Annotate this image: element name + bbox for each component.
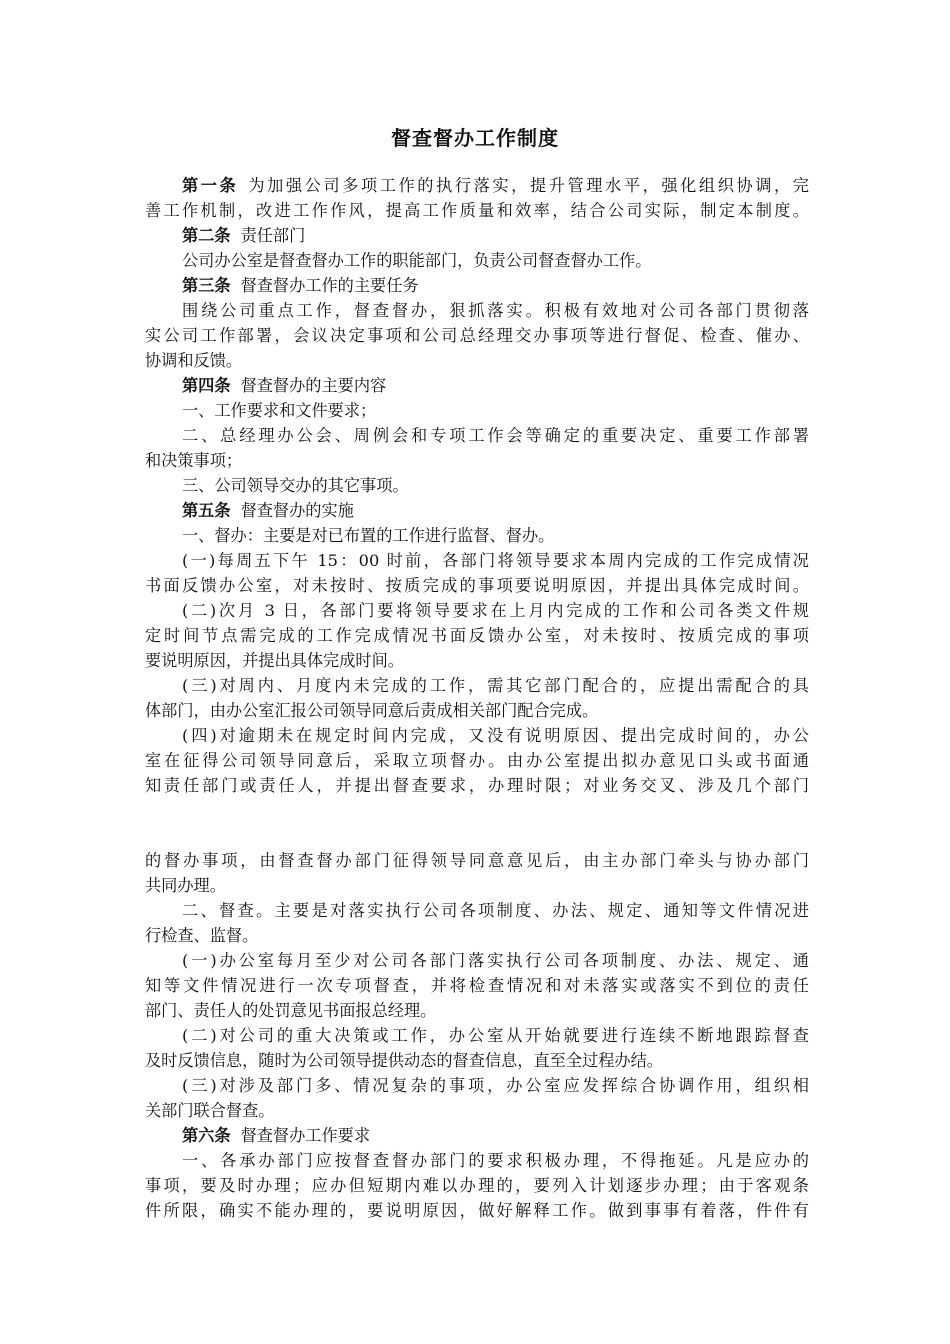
text-line: 和决策事项； (145, 451, 243, 470)
text-line: 事项，要及时办理；应办但短期内难以办理的，要列入计划逐步办理；由于客观条 (145, 1176, 809, 1195)
article-heading: 第一条 (182, 176, 239, 195)
text-line: 知等文件情况进行一次专项督查，并将检查情况和对未落实或落实不到位的责任 (145, 976, 809, 995)
text-line: 善工作机制，改进工作作风，提高工作质量和效率，结合公司实际，制定本制度。 (145, 201, 809, 220)
text-line: 二、督查。主要是对落实执行公司各项制度、办法、规定、通知等文件情况进 (182, 901, 809, 920)
article-heading: 第四条 (182, 376, 231, 395)
line-text: 督查督办工作要求 (240, 1126, 371, 1145)
text-line: (一)每周五下午 15：00 时前，各部门将领导要求本周内完成的工作完成情况 (182, 551, 809, 570)
text-line: 一、各承办部门应按督查督办部门的要求积极办理，不得拖延。凡是应办的 (182, 1151, 809, 1170)
text-line: 围绕公司重点工作，督查督办，狠抓落实。积极有效地对公司各部门贯彻落 (182, 301, 809, 320)
text-line: 共同办理。 (145, 876, 226, 895)
line-text: 为加强公司多项工作的执行落实，提升管理水平，强化组织协调，完 (248, 176, 809, 195)
text-line: 三、公司领导交办的其它事项。 (182, 476, 409, 495)
text-line (182, 224, 809, 248)
text-line: 一、督办：主要是对已布置的工作进行监督、督办。 (182, 526, 555, 545)
text-line: 协调和反馈。 (145, 351, 243, 370)
text-line: 知责任部门或责任人，并提出督查要求，办理时限；对业务交叉、涉及几个部门 (145, 776, 809, 795)
text-line (182, 1124, 809, 1148)
text-line: 二、总经理办公会、周例会和专项工作会等确定的重要决定、重要工作部署 (182, 426, 809, 445)
text-line: (四)对逾期未在规定时间内完成，又没有说明原因、提出完成时间的，办公 (182, 726, 809, 745)
line-text: 责任部门 (240, 226, 306, 245)
line-text: 督查督办工作的主要任务 (240, 276, 419, 295)
text-line: (二)次月 3 日，各部门要将领导要求在上月内完成的工作和公司各类文件规 (182, 601, 809, 620)
text-line: 的督办事项，由督查督办部门征得领导同意意见后，由主办部门牵头与协办部门 (145, 851, 809, 870)
text-line (182, 374, 809, 398)
text-line: 件所限，确实不能办理的，要说明原因，做好解释工作。做到事事有着落，件件有 (145, 1201, 809, 1220)
article-heading: 第六条 (182, 1126, 231, 1145)
text-line (182, 499, 809, 523)
article-heading: 第三条 (182, 276, 231, 295)
text-line: 体部门，由办公室汇报公司领导同意后责成相关部门配合完成。 (145, 701, 599, 720)
text-line (182, 174, 809, 198)
text-line: (三)对涉及部门多、情况复杂的事项，办公室应发挥综合协调作用，组织相 (182, 1076, 809, 1095)
text-line: 书面反馈办公室，对未按时、按质完成的事项要说明原因，并提出具体完成时间。 (145, 576, 809, 595)
text-line: 公司办公室是督查督办工作的职能部门，负责公司督查督办工作。 (182, 251, 652, 270)
text-line: (二)对公司的重大决策或工作，办公室从开始就要进行连续不断地跟踪督查 (182, 1026, 809, 1045)
text-line: 及时反馈信息，随时为公司领导提供动态的督查信息，直至全过程办结。 (145, 1051, 663, 1070)
line-text: 督查督办的实施 (240, 501, 354, 520)
text-line: 室在征得公司领导同意后，采取立项督办。由办公室提出拟办意见口头或书面通 (145, 751, 809, 770)
text-line: 定时间节点需完成的工作完成情况书面反馈办公室，对未按时、按质完成的事项 (145, 626, 809, 645)
text-line: (三)对周内、月度内未完成的工作，需其它部门配合的，应提出需配合的具 (182, 676, 809, 695)
text-line: 关部门联合督查。 (145, 1101, 275, 1120)
text-line: (一)办公室每月至少对公司各部门落实执行公司各项制度、办法、规定、通 (182, 951, 809, 970)
article-heading: 第二条 (182, 226, 231, 245)
line-text: 督查督办的主要内容 (240, 376, 387, 395)
page-title: 督查督办工作制度 (391, 126, 559, 150)
text-line (182, 274, 809, 298)
text-line: 要说明原因，并提出具体完成时间。 (145, 651, 404, 670)
text-line: 实公司工作部署，会议决定事项和公司总经理交办事项等进行督促、检查、催办、 (145, 326, 809, 345)
text-line: 行检查、监督。 (145, 926, 259, 945)
article-heading: 第五条 (182, 501, 231, 520)
text-line: 一、工作要求和文件要求； (182, 401, 377, 420)
text-line: 部门、责任人的处罚意见书面报总经理。 (145, 1001, 437, 1020)
